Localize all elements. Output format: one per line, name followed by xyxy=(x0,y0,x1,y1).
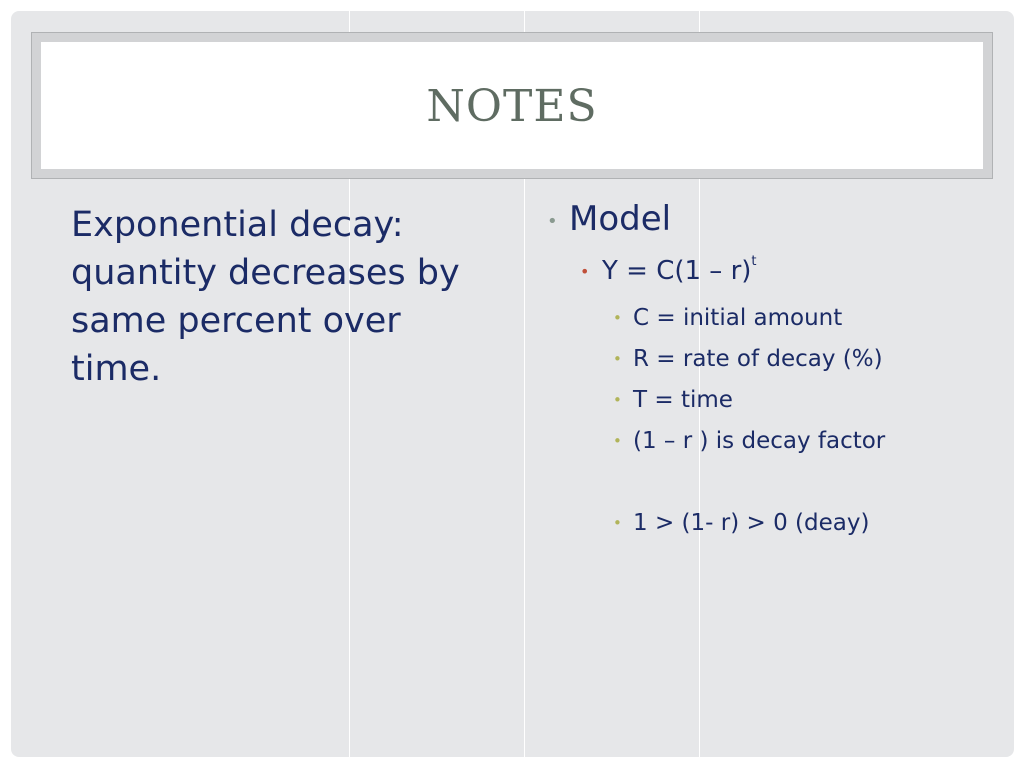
bullet-level3-icon: • xyxy=(613,514,622,532)
bullet-level3-icon: • xyxy=(613,309,622,327)
list-item-label: C = initial amount xyxy=(633,305,843,331)
list-item-label: R = rate of decay (%) xyxy=(633,346,883,372)
bullet-level2-icon: • xyxy=(580,262,590,281)
bullet-level3-icon: • xyxy=(613,432,622,450)
list-item-label: (1 – r ) is decay factor xyxy=(633,428,886,454)
list-item-label: T = time xyxy=(633,387,733,413)
list-item-label: Model xyxy=(569,199,672,239)
list-item xyxy=(613,305,843,331)
list-item-label: 1 > (1- r) > 0 (deay) xyxy=(633,510,870,536)
list-item xyxy=(613,428,886,454)
formula-exponent: t xyxy=(751,254,757,269)
list-item-model xyxy=(547,199,672,239)
list-item-formula xyxy=(580,254,757,286)
title-frame xyxy=(31,32,993,179)
list-item xyxy=(613,510,870,536)
list-item xyxy=(613,346,883,372)
bullet-level3-icon: • xyxy=(613,350,622,368)
left-body-text: Exponential decay: quantity decreases by same percent over time. xyxy=(71,205,460,389)
title-box xyxy=(41,42,983,169)
bullet-level3-icon: • xyxy=(613,391,622,409)
list-item xyxy=(613,387,733,413)
slide xyxy=(11,11,1014,757)
bullet-level1-icon: • xyxy=(547,211,558,232)
slide-title: NOTES xyxy=(426,81,598,132)
formula-main: Y = C(1 – r) xyxy=(602,256,752,286)
